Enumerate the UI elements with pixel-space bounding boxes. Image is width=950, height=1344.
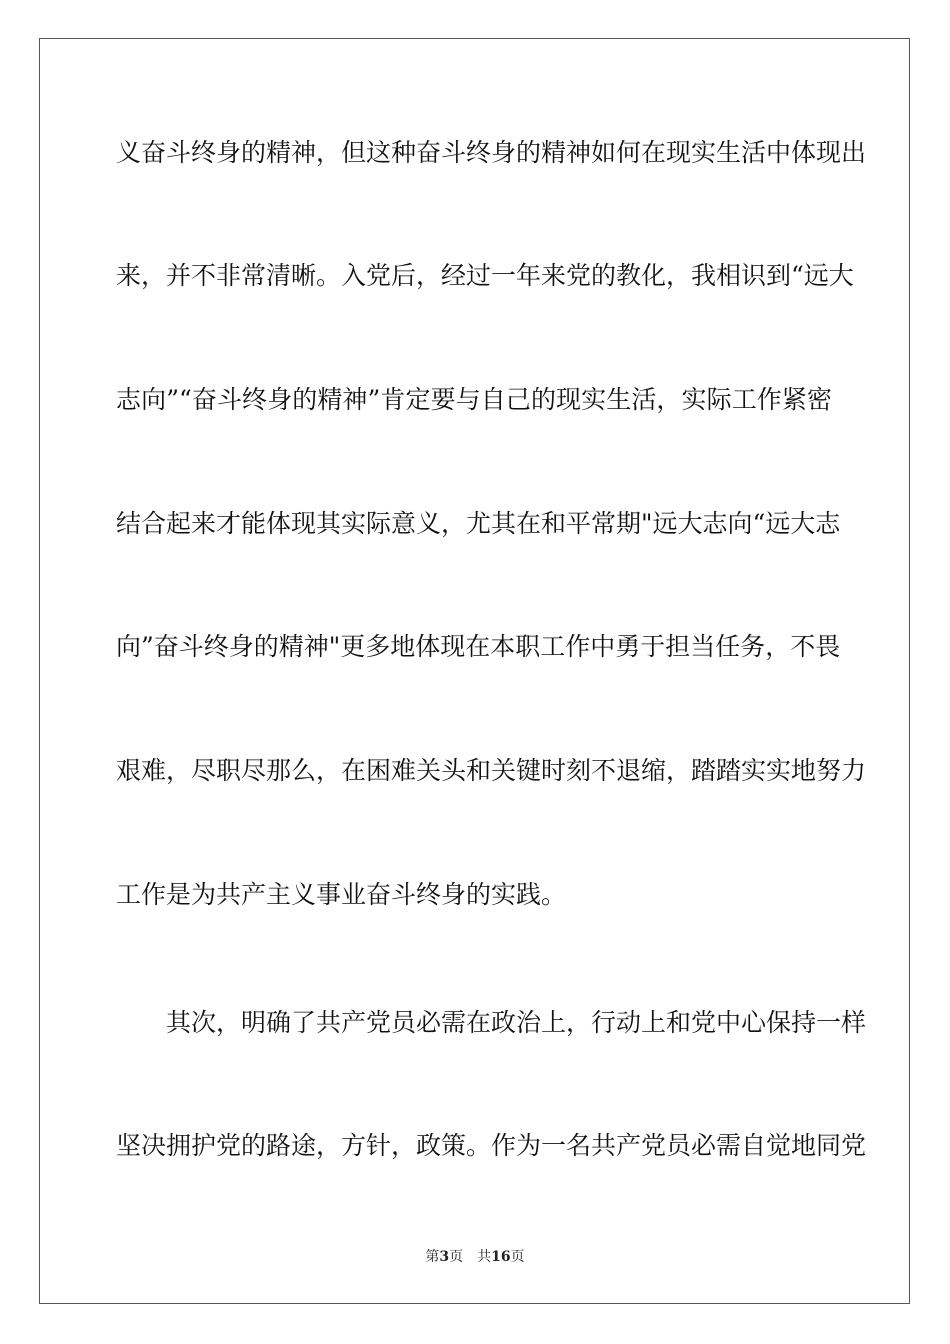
paragraph-line: 其次，明确了共产党员必需在政治上，行动上和党中心保持一样 (166, 1008, 867, 1037)
footer-page-number: 3 (439, 1249, 450, 1265)
page-frame (39, 38, 910, 1304)
footer-page-suffix: 页 (449, 1249, 464, 1265)
paragraph-line: 工作是为共产主义事业奋斗终身的实践。 (116, 880, 567, 909)
paragraph-line: 结合起来才能体现其实际意义，尤其在和平常期"远大志向“远大志 (116, 509, 841, 538)
page-footer (0, 1246, 950, 1266)
paragraph-line: 艰难，尽职尽那么，在困难关头和关键时刻不退缩，踏踏实实地努力 (116, 756, 867, 785)
paragraph-line: 来，并不非常清晰。入党后，经过一年来党的教化，我相识到“远大 (116, 261, 854, 290)
paragraph-line: 坚决拥护党的路途，方针，政策。作为一名共产党员必需自觉地同党 (116, 1131, 867, 1160)
paragraph-line: 志向”“奋斗终身的精神”肯定要与自己的现实生活，实际工作紧密 (116, 385, 832, 414)
footer-total-suffix: 页 (510, 1249, 525, 1265)
paragraph-line: 向”奋斗终身的精神"更多地体现在本职工作中勇于担当任务，不畏 (116, 632, 841, 661)
footer-total-pages: 16 (491, 1249, 511, 1265)
paragraph-line: 义奋斗终身的精神，但这种奋斗终身的精神如何在现实生活中体现出 (116, 138, 867, 167)
footer-total-prefix: 共 (477, 1249, 492, 1265)
footer-page-prefix: 第 (425, 1249, 440, 1265)
